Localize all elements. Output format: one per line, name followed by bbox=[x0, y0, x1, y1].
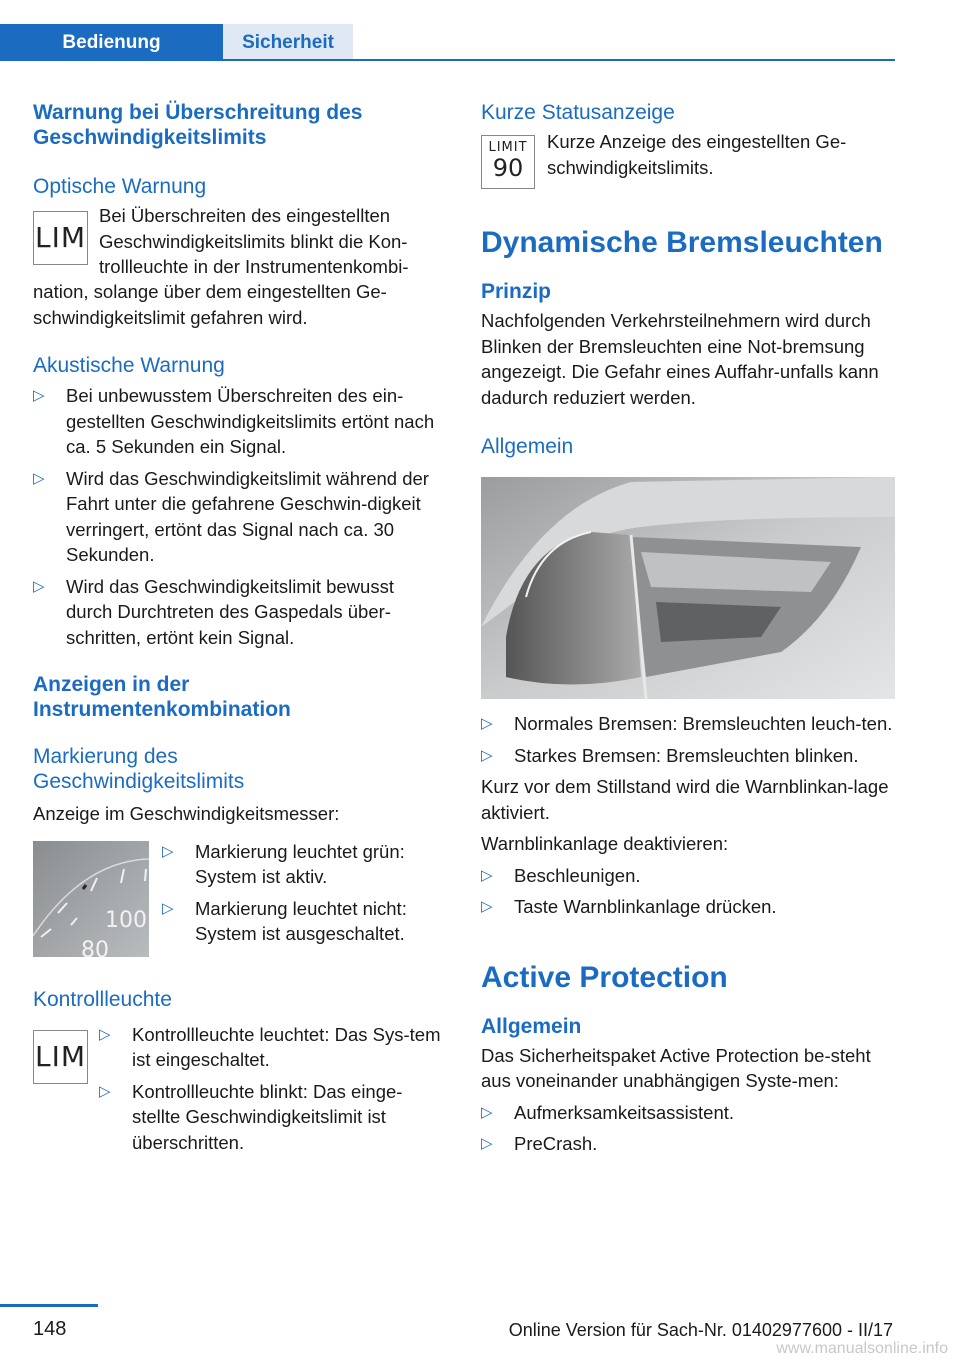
list-item: ▷ Taste Warnblinkanlage drücken. bbox=[481, 894, 895, 920]
triangle-icon: ▷ bbox=[99, 1082, 111, 1100]
lim-icon: LIM bbox=[33, 211, 88, 265]
heading-markierung: Markierung des Geschwindigkeitslimits bbox=[33, 745, 245, 793]
heading-optische-warnung: Optische Warnung bbox=[33, 175, 207, 198]
tab-underline bbox=[0, 59, 895, 61]
limit-icon: LIMIT 90 bbox=[481, 135, 535, 189]
heading-active-protection: Active Protection bbox=[481, 960, 728, 994]
list-item: ▷ Bei unbewusstem Überschreiten des ein-gestellten Geschwindigkeitslimits ertönt nach ca. 5 Sekunden ein Signal. bbox=[33, 385, 435, 457]
heading-kontrollleuchte: Kontrollleuchte bbox=[33, 987, 172, 1011]
optisch-text-b: Geschwindigkeitslimits blinkt die Kon- bbox=[99, 230, 408, 252]
stillstand-text: Kurz vor dem Stillstand wird die Warnblinkan-lage aktiviert. bbox=[481, 776, 889, 823]
svg-text:80: 80 bbox=[81, 937, 109, 957]
lim-icon: LIM bbox=[33, 1030, 88, 1084]
footer-accent-line bbox=[0, 1304, 98, 1307]
triangle-icon: ▷ bbox=[162, 842, 174, 860]
page-number: 148 bbox=[33, 1318, 67, 1340]
triangle-icon: ▷ bbox=[481, 866, 493, 884]
active-text: Das Sicherheitspaket Active Protection be-steht aus voneinander unabhängigen Syste-men: bbox=[481, 1044, 871, 1091]
speedometer-image bbox=[33, 841, 149, 957]
kurz-text: Kurze Anzeige des eingestellten Ge-schwindigkeitslimits. bbox=[547, 131, 847, 178]
svg-text:100: 100 bbox=[105, 907, 147, 933]
heading-akustische-warnung: Akustische Warnung bbox=[33, 354, 225, 377]
heading-prinzip: Prinzip bbox=[481, 280, 552, 303]
heading-kurze-statusanzeige: Kurze Statusanzeige bbox=[481, 101, 675, 124]
list-item: ▷ Normales Bremsen: Bremsleuchten leuch-ten. bbox=[481, 711, 895, 737]
list-item: ▷ Markierung leuchtet grün: System ist aktiv. bbox=[162, 840, 405, 887]
triangle-icon: ▷ bbox=[162, 899, 174, 917]
optisch-text-e: schwindigkeitslimit gefahren wird. bbox=[33, 306, 308, 328]
list-item: ▷ Wird das Geschwindigkeitslimit während der Fahrt unter die gefahrene Geschwin-digkeit verringert, ertönt das Signal nach ca. 30 Sekunden. bbox=[33, 467, 429, 565]
chapter-tabs bbox=[0, 24, 895, 61]
heading-anzeigen: Anzeigen in der Instrumentenkombination bbox=[33, 673, 291, 721]
heading-dynamische-bremsleuchten: Dynamische Bremsleuchten bbox=[481, 226, 883, 259]
right-column bbox=[481, 100, 895, 1157]
list-item: ▷ Kontrollleuchte leuchtet: Das Sys-tem ist eingeschaltet. bbox=[99, 1023, 441, 1070]
triangle-icon: ▷ bbox=[33, 469, 45, 487]
triangle-icon: ▷ bbox=[33, 387, 45, 404]
list-item: ▷ Aufmerksamkeitsassistent. bbox=[481, 1100, 895, 1126]
optisch-text-c: trollleuchte in der Instrumentenkombi- bbox=[99, 256, 409, 277]
triangle-icon: ▷ bbox=[481, 898, 493, 915]
left-column bbox=[33, 100, 440, 1152]
tab-sicherheit[interactable]: Sicherheit bbox=[223, 24, 353, 61]
heading-allgemein-2: Allgemein bbox=[481, 1014, 582, 1038]
tab-bedienung[interactable]: Bedienung bbox=[0, 24, 223, 61]
list-item: ▷ PreCrash. bbox=[481, 1131, 895, 1157]
optisch-text-d: nation, solange über dem eingestellten Ge- bbox=[33, 281, 387, 302]
triangle-icon: ▷ bbox=[481, 715, 493, 732]
triangle-icon: ▷ bbox=[99, 1025, 111, 1043]
heading-warnung: Warnung bei Überschreitung des Geschwindigkeitslimits bbox=[33, 101, 363, 149]
triangle-icon: ▷ bbox=[481, 1135, 493, 1152]
optisch-text-a: Bei Überschreiten des eingestellten bbox=[99, 205, 391, 226]
list-item: ▷ Wird das Geschwindigkeitslimit bewusst durch Durchtreten des Gaspedals über-schritten, ertönt kein Signal. bbox=[33, 575, 394, 648]
heading-allgemein: Allgemein bbox=[481, 435, 574, 458]
online-version-text: Online Version für Sach-Nr. 01402977600 - II/17 bbox=[508, 1320, 893, 1340]
triangle-icon: ▷ bbox=[33, 577, 45, 595]
watermark: www.manualsonline.info bbox=[776, 1340, 948, 1357]
triangle-icon: ▷ bbox=[481, 746, 493, 764]
deaktivieren-intro: Warnblinkanlage deaktivieren: bbox=[481, 833, 729, 854]
list-item: ▷ Beschleunigen. bbox=[481, 863, 895, 889]
list-item: ▷ Markierung leuchtet nicht: System ist ausgeschaltet. bbox=[162, 897, 407, 944]
list-item: ▷ Starkes Bremsen: Bremsleuchten blinken. bbox=[481, 743, 895, 769]
prinzip-text: Nachfolgenden Verkehrsteilnehmern wird durch Blinken der Bremsleuchten eine Not-bremsung angezeigt. Die Gefahr eines Auffahr-unfalls kann dadurch reduziert werden. bbox=[481, 310, 879, 408]
brake-light-image bbox=[481, 477, 895, 699]
markierung-intro: Anzeige im Geschwindigkeitsmesser: bbox=[33, 803, 340, 824]
list-item: ▷ Kontrollleuchte blinkt: Das einge-stellte Geschwindigkeitslimit ist überschritten. bbox=[99, 1080, 403, 1153]
triangle-icon: ▷ bbox=[481, 1103, 493, 1121]
